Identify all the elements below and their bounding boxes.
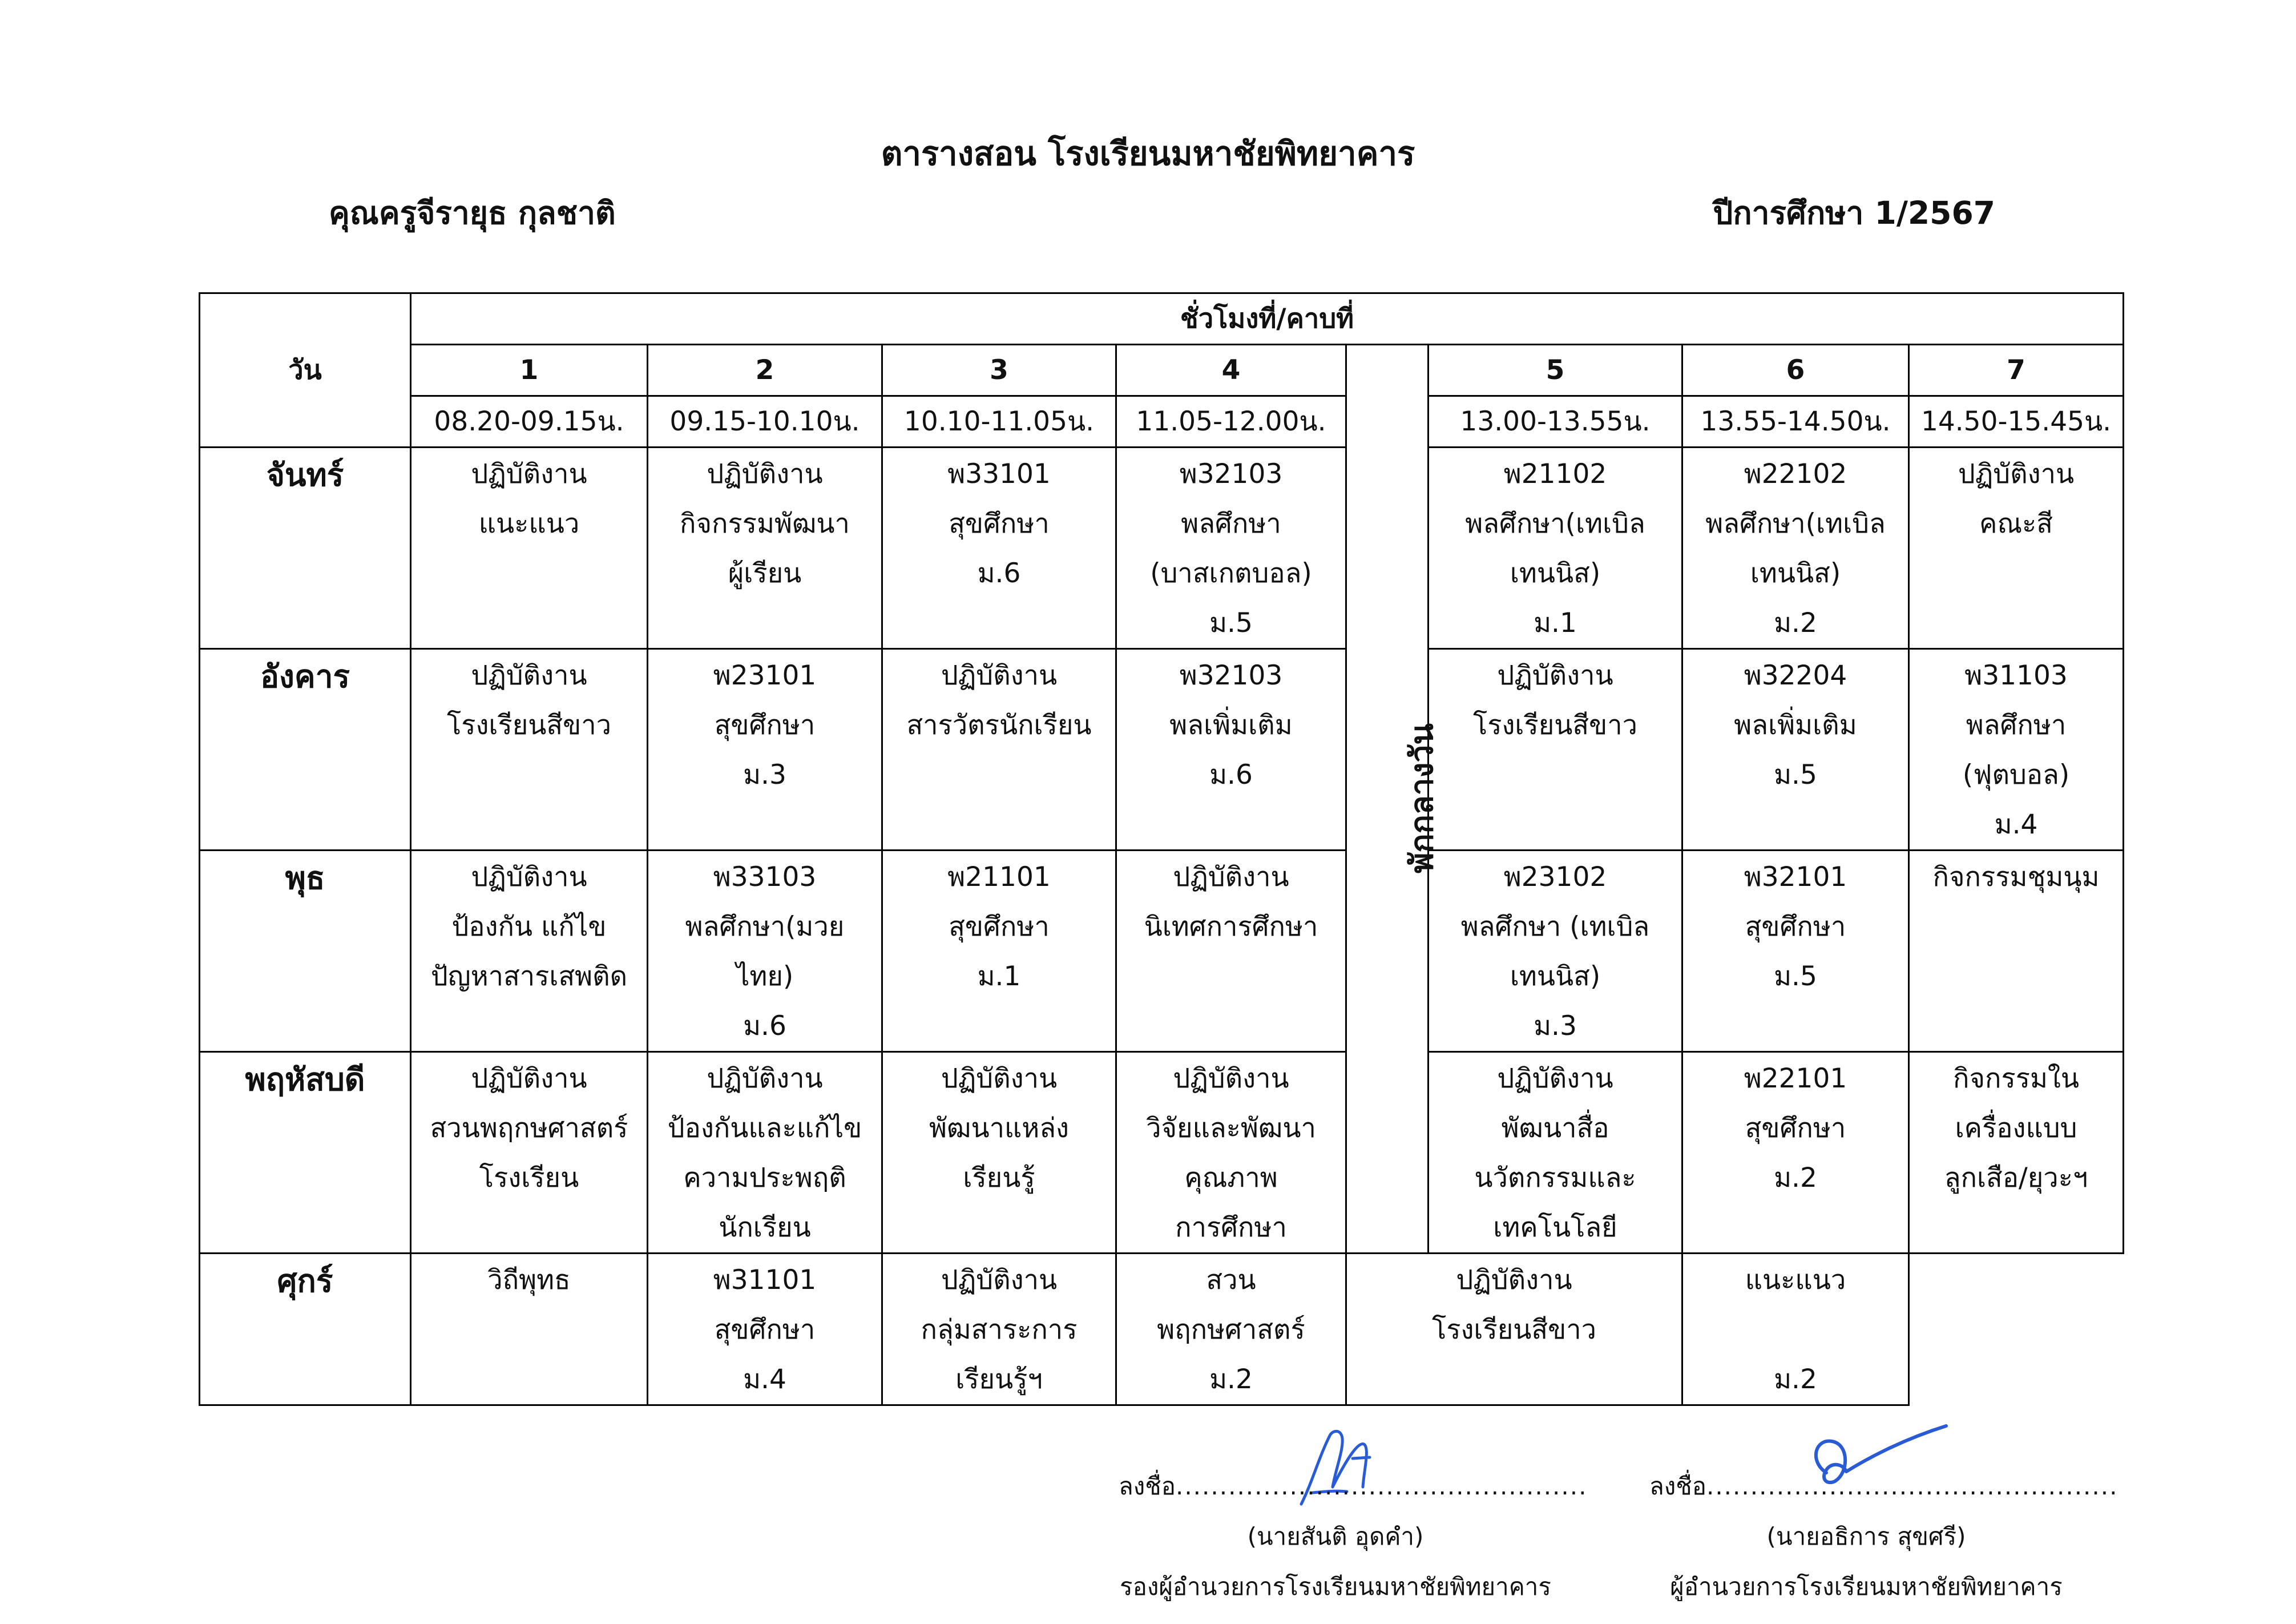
teacher-name: คุณครูจีรายุธ กุลชาติ [329,195,616,231]
signer-position: รองผู้อำนวยการโรงเรียนมหาชัยพิทยาคาร [1120,1573,1551,1601]
schedule-cell: พ21102 พลศึกษา(เทเบิล เทนนิส) ม.1 [1429,448,1682,649]
schedule-cell: พ33103 พลศึกษา(มวย ไทย) ม.6 [648,851,882,1052]
schedule-cell: พ32103 พลศึกษา (บาสเกตบอล) ม.5 [1116,448,1346,649]
day-name: ศุกร์ [200,1254,411,1405]
schedule-cell: ปฏิบัติงาน พัฒนาสื่อ นวัตกรรมและ เทคโนโลยี [1429,1052,1682,1254]
schedule-cell: พ23101 สุขศึกษา ม.3 [648,649,882,851]
schedule-cell: ปฏิบัติงาน สวนพฤกษศาสตร์ โรงเรียน [411,1052,648,1254]
day-name: พุธ [200,851,411,1052]
schedule-cell: กิจกรรมใน เครื่องแบบ ลูกเสือ/ยุวะฯ [1909,1052,2124,1254]
signature-block-1 [1119,1461,1588,1612]
schedule-cell: พ22101 สุขศึกษา ม.2 [1682,1052,1909,1254]
schedule-cell: พ31101 สุขศึกษา ม.4 [648,1254,882,1405]
schedule-cell: พ23102 พลศึกษา (เทเบิล เทนนิส) ม.3 [1429,851,1682,1052]
academic-year: ปีการศึกษา 1/2567 [1713,195,1995,231]
sign-label: ลงชื่อ [1119,1472,1176,1500]
day-name: จันทร์ [200,448,411,649]
sign-dots: ............................................... [1175,1472,1588,1500]
timetable [199,292,2124,1406]
schedule-cell: กิจกรรมชุมนุม [1909,851,2124,1052]
schedule-cell: ปฏิบัติงาน ป้องกัน แก้ไข ปัญหาสารเสพติด [411,851,648,1052]
lunch-break-column [1346,345,1440,1254]
schedule-cell: ปฏิบัติงาน พัฒนาแหล่ง เรียนรู้ [882,1052,1116,1254]
period-time: 10.10-11.05น. [882,396,1116,448]
schedule-cell: สวน พฤกษศาสตร์ ม.2 [1116,1254,1346,1405]
schedule-cell: แนะแนว ม.2 [1682,1254,1909,1405]
period-time: 13.00-13.55น. [1429,396,1682,448]
schedule-cell: ปฏิบัติงาน วิจัยและพัฒนา คุณภาพ การศึกษา [1116,1052,1346,1254]
period-number: 5 [1429,345,1682,396]
period-time: 13.55-14.50น. [1682,396,1909,448]
signer-name: (นายอธิการ สุขศรี) [1766,1522,1966,1550]
schedule-cell: ปฏิบัติงาน โรงเรียนสีขาว [411,649,648,851]
signer-name: (นายสันติ อุดคำ) [1247,1522,1424,1550]
day-name: อังคาร [200,649,411,851]
schedule-cell: ปฏิบัติงาน โรงเรียนสีขาว [1429,649,1682,851]
schedule-cell: พ22102 พลศึกษา(เทเบิล เทนนิส) ม.2 [1682,448,1909,649]
day-name: พฤหัสบดี [200,1052,411,1254]
schedule-cell: พ33101 สุขศึกษา ม.6 [882,448,1116,649]
day-row [200,1254,2124,1405]
schedule-cell: ปฏิบัติงาน กลุ่มสาระการ เรียนรู้ฯ [882,1254,1116,1405]
day-row [200,1052,2124,1254]
schedule-cell: ปฏิบัติงาน แนะแนว [411,448,648,649]
signature-line [1119,1461,1588,1512]
schedule-cell: ปฏิบัติงาน กิจกรรมพัฒนา ผู้เรียน [648,448,882,649]
period-number: 6 [1682,345,1909,396]
period-time: 09.15-10.10น. [648,396,882,448]
schedule-cell: พ32103 พลเพิ่มเติม ม.6 [1116,649,1346,851]
period-number: 2 [648,345,882,396]
period-header: ชั่วโมงที่/คาบที่ [411,293,2124,345]
day-row [200,649,2124,851]
day-row [200,448,2124,649]
day-row [200,851,2124,1052]
schedule-cell: ปฏิบัติงาน คณะสี [1909,448,2124,649]
sign-dots: ............................................... [1706,1472,2119,1500]
signature-line [1649,1461,2119,1512]
schedule-cell: พ31103 พลศึกษา (ฟุตบอล) ม.4 [1909,649,2124,851]
sign-label: ลงชื่อ [1649,1472,1706,1500]
signer-position: ผู้อำนวยการโรงเรียนมหาชัยพิทยาคาร [1670,1573,2063,1601]
period-number: 4 [1116,345,1346,396]
period-time: 08.20-09.15น. [411,396,648,448]
page-title: ตารางสอน โรงเรียนมหาชัยพิทยาคาร [881,134,1415,173]
schedule-cell: ปฏิบัติงาน ป้องกันและแก้ไข ความประพฤติ นักเรียน [648,1052,882,1254]
signature-block-2 [1649,1461,2119,1612]
lunch-break-label: พักกลางวัน [1403,723,1440,873]
period-time: 11.05-12.00น. [1116,396,1346,448]
schedule-cell: ปฏิบัติงาน สารวัตรนักเรียน [882,649,1116,851]
schedule-cell: ปฏิบัติงาน นิเทศการศึกษา [1116,851,1346,1052]
schedule-cell: พ32204 พลเพิ่มเติม ม.5 [1682,649,1909,851]
period-number: 7 [1909,345,2124,396]
schedule-cell: พ21101 สุขศึกษา ม.1 [882,851,1116,1052]
period-number: 3 [882,345,1116,396]
schedule-cell-merged: ปฏิบัติงาน โรงเรียนสีขาว [1346,1254,1682,1405]
schedule-cell: พ32101 สุขศึกษา ม.5 [1682,851,1909,1052]
period-time: 14.50-15.45น. [1909,396,2124,448]
day-column-header: วัน [200,293,411,448]
schedule-cell: วิถีพุทธ [411,1254,648,1405]
period-number: 1 [411,345,648,396]
